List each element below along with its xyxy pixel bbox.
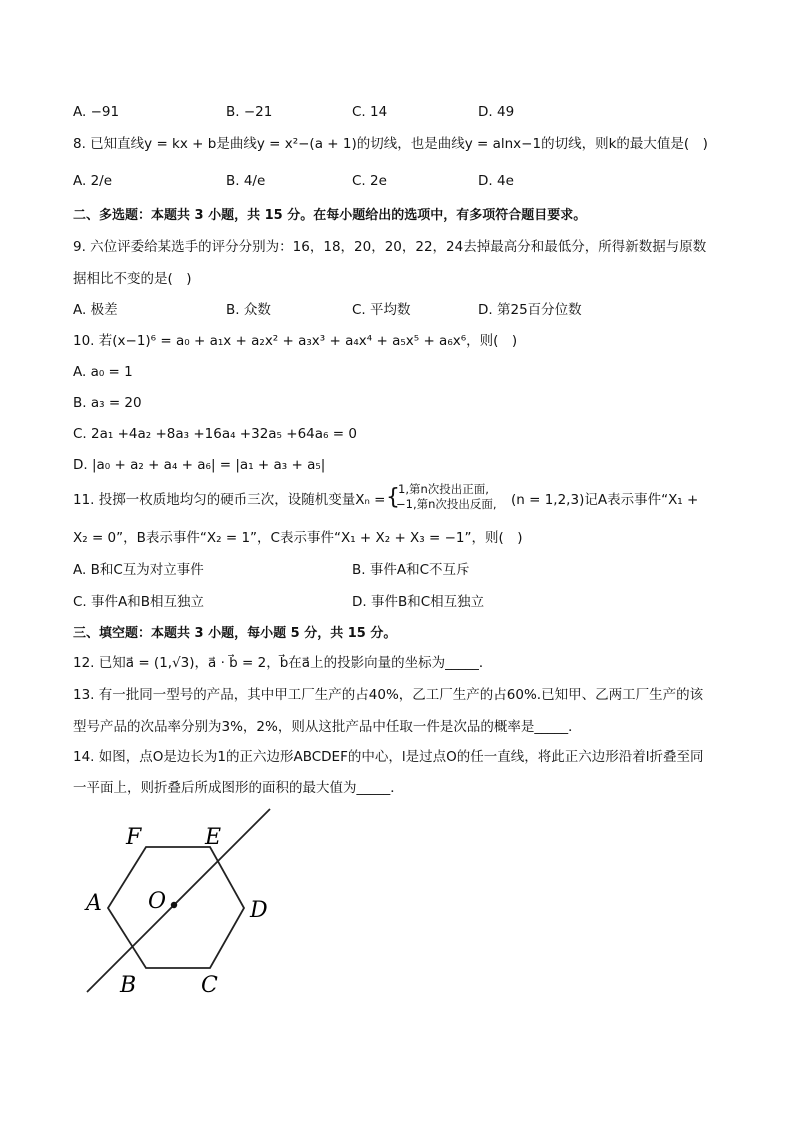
- q9-option-d: D. 第25百分位数: [478, 302, 582, 318]
- q7-option-a: A. −91: [73, 104, 120, 120]
- q8-option-a: A. 2/e: [73, 173, 113, 189]
- q8-option-d: D. 4e: [478, 173, 514, 189]
- label-e: E: [205, 825, 222, 850]
- q10-option-c: C. 2a₁ +4a₂ +8a₃ +16a₄ +32a₅ +64a₆ = 0: [73, 426, 357, 442]
- center-point-o: [171, 902, 177, 908]
- section-3-heading: 三、填空题：本题共 3 小题，每小题 5 分，共 15 分。: [73, 626, 397, 641]
- q10-option-d: D. |a₀ + a₂ + a₄ + a₆| = |a₁ + a₃ + a₅|: [73, 457, 326, 473]
- q9-option-a: A. 极差: [73, 302, 118, 318]
- q8-option-b: B. 4/e: [226, 173, 266, 189]
- q11-stem-line-2: X₂ = 0”，B表示事件“X₂ = 1”，C表示事件“X₁ + X₂ + X₃ = −1”，则( ): [73, 530, 523, 546]
- label-b: B: [120, 973, 137, 998]
- q7-option-b: B. −21: [226, 104, 273, 120]
- label-f: F: [126, 825, 142, 850]
- q11-case-2: −1,第n次投出反面,: [396, 497, 497, 511]
- q11-stem-part-2: (n = 1,2,3)记A表示事件“X₁ +: [511, 492, 699, 508]
- q10-option-b: B. a₃ = 20: [73, 395, 142, 411]
- q7-option-d: D. 49: [478, 104, 515, 120]
- q8-option-c: C. 2e: [352, 173, 387, 189]
- hexagon-figure: [70, 800, 290, 1005]
- q11-case-1: 1,第n次投出正面,: [398, 482, 489, 496]
- q10-stem: 10. 若(x−1)⁶ = a₀ + a₁x + a₂x² + a₃x³ + a₄x⁴ + a₅x⁵ + a₆x⁶，则( ): [73, 333, 518, 349]
- q7-option-c: C. 14: [352, 104, 388, 120]
- q14-line-1: 14. 如图，点O是边长为1的正六边形ABCDEF的中心，l是过点O的任一直线，将此正六边形沿着l折叠至同: [73, 749, 704, 765]
- label-o: O: [148, 889, 167, 914]
- label-d: D: [250, 898, 268, 923]
- q12-stem: 12. 已知a⃗ = (1,√3)，a⃗ · b⃗ = 2，b⃗在a⃗上的投影向量的坐标为_____．: [73, 655, 493, 671]
- q9-option-c: C. 平均数: [352, 302, 411, 318]
- q8-stem: 8. 已知直线y = kx + b是曲线y = x²−(a + 1)的切线，也是曲线y = alnx−1的切线，则k的最大值是( ): [73, 136, 708, 152]
- q13-line-1: 13. 有一批同一型号的产品，其中甲工厂生产的占40%，乙工厂生产的占60%.已知甲、乙两工厂生产的该: [73, 687, 704, 703]
- q14-line-2: 一平面上，则折叠后所成图形的面积的最大值为_____．: [73, 780, 404, 796]
- q10-option-a: A. a₀ = 1: [73, 364, 133, 380]
- q11-option-b: B. 事件A和C不互斥: [352, 562, 470, 578]
- q9-option-b: B. 众数: [226, 302, 271, 318]
- q13-line-2: 型号产品的次品率分别为3%，2%，则从这批产品中任取一件是次品的概率是_____．: [73, 719, 582, 735]
- q11-option-a: A. B和C互为对立事件: [73, 562, 204, 578]
- q9-stem-line-2: 据相比不变的是( ): [73, 271, 192, 287]
- q11-brace: {: [386, 485, 400, 510]
- q9-stem-line-1: 9. 六位评委给某选手的评分分别为：16，18，20，20，22，24去掉最高分和最低分，所得新数据与原数: [73, 239, 707, 255]
- q11-option-c: C. 事件A和B相互独立: [73, 594, 205, 610]
- label-a: A: [86, 891, 102, 916]
- section-2-heading: 二、多选题：本题共 3 小题，共 15 分。在每小题给出的选项中，有多项符合题目要求。: [73, 208, 587, 223]
- q11-option-d: D. 事件B和C相互独立: [352, 594, 485, 610]
- q11-stem-part-1: 11. 投掷一枚质地均匀的硬币三次，设随机变量Xₙ =: [73, 492, 386, 508]
- label-c: C: [201, 973, 218, 998]
- fold-line: [87, 809, 270, 992]
